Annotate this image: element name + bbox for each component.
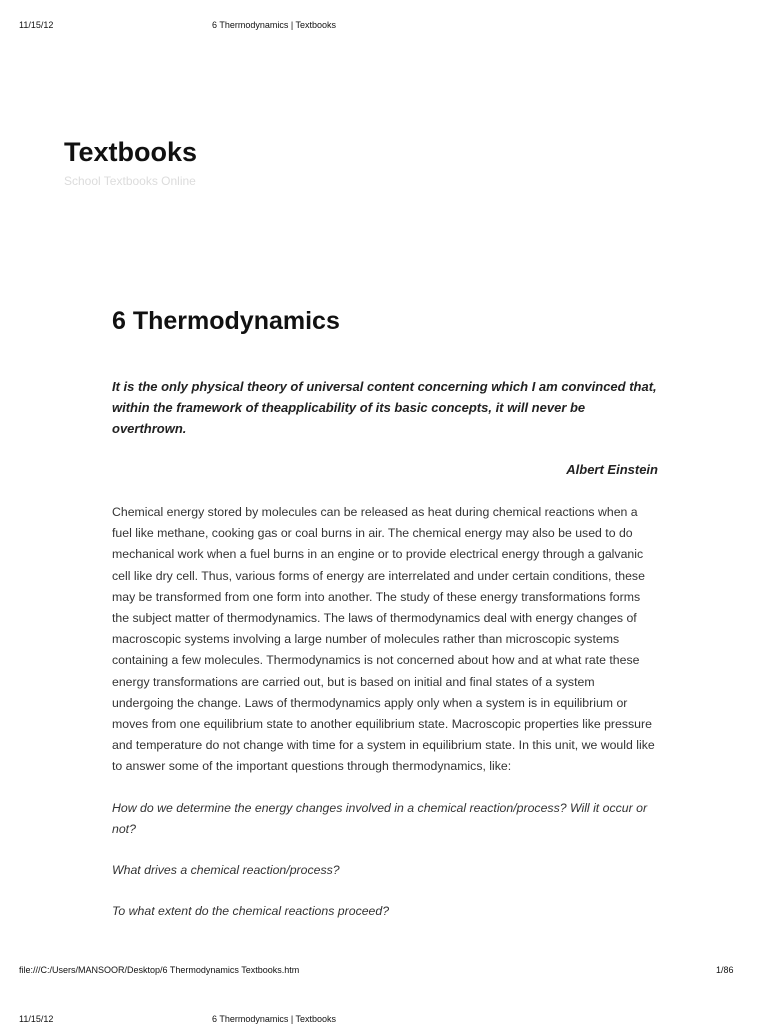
epigraph-quote: It is the only physical theory of universal content concerning which I am convinced that, within the framework of theapplicability of its basic concepts, it will never be overthrown. bbox=[112, 379, 657, 436]
question-1: How do we determine the energy changes involved in a chemical reaction/process? Will it occur or not? bbox=[112, 800, 648, 836]
article bbox=[112, 304, 658, 922]
print-date: 11/15/12 bbox=[19, 20, 54, 30]
question-2: What drives a chemical reaction/process? bbox=[112, 862, 340, 877]
print-page-title: 6 Thermodynamics | Textbooks bbox=[212, 20, 337, 30]
print-page-title-next: 6 Thermodynamics | Textbooks bbox=[212, 1014, 337, 1024]
print-file-path: file:///C:/Users/MANSOOR/Desktop/6 Thermodynamics Textbooks.htm bbox=[19, 965, 300, 975]
print-page-number: 1/86 bbox=[716, 965, 734, 975]
epigraph-author: Albert Einstein bbox=[566, 462, 658, 477]
site-title[interactable]: Textbooks bbox=[64, 137, 198, 167]
intro-paragraph: Chemical energy stored by molecules can be released as heat during chemical reactions when a fuel like methane, cooking gas or coal burns in air. The chemical energy may also be used to do mechanical work when a fuel burns in an engine or to provide electrical energy through a galvanic cell like dry cell. Thus, various forms of energy are interrelated and under certain conditions, these may be transformed from one form into another. The study of these energy transformations forms the subject matter of thermodynamics. The laws of thermodynamics deal with energy changes of macroscopic systems involving a large number of molecules rather than microscopic systems containing a few molecules. Thermodynamics is not concerned about how and at what rate these energy transformations are carried out, but is based on initial and final states of a system undergoing the change. Laws of thermodynamics apply only when a system is in equilibrium or moves from one equilibrium state to another equilibrium state. Macroscopic properties like pressure and temperature do not change with time for a system in equilibrium state. In this unit, we would like to answer some of the important questions through thermodynamics, like: bbox=[112, 505, 655, 774]
site-tagline: School Textbooks Online bbox=[64, 174, 196, 188]
question-3: To what extent do the chemical reactions proceed? bbox=[112, 903, 390, 918]
print-date-next: 11/15/12 bbox=[19, 1014, 54, 1024]
article-title: 6 Thermodynamics bbox=[112, 307, 340, 335]
